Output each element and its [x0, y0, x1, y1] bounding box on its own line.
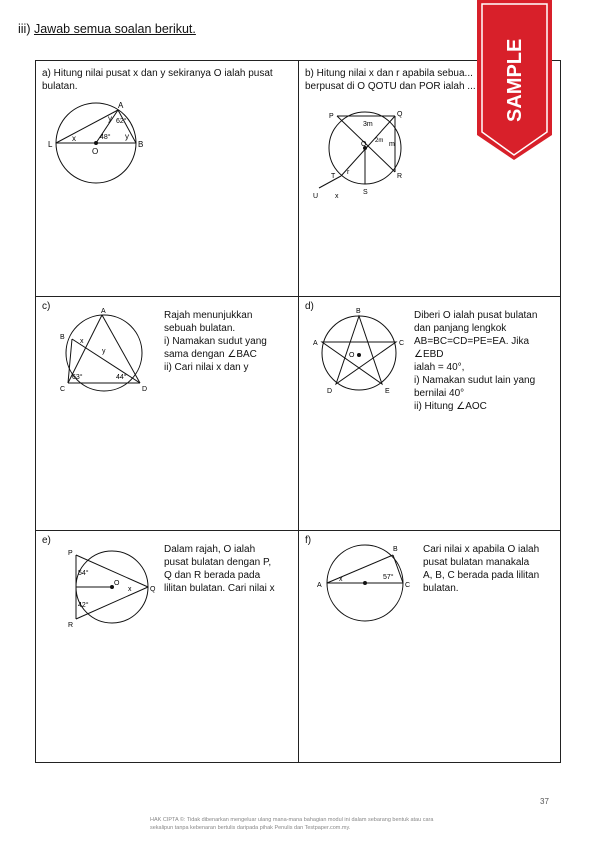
- question-f-line: bulatan.: [423, 583, 459, 594]
- question-c-line: sebuah bulatan.: [164, 323, 236, 334]
- question-c: [36, 297, 298, 530]
- label-D: D: [327, 388, 333, 395]
- label-C: C: [405, 582, 411, 589]
- label-Q: Q: [150, 586, 156, 593]
- label-y-top: y: [108, 114, 112, 123]
- question-d-line: bernilai 40°: [414, 388, 465, 399]
- page-number: 37: [540, 797, 549, 806]
- question-f-diagram: [313, 541, 423, 631]
- label-O: O: [92, 147, 99, 156]
- label-x: x: [72, 134, 76, 143]
- question-c-text: [164, 309, 267, 374]
- question-c-line: Rajah menunjukkan: [164, 310, 253, 321]
- label-angle-48: 48°: [100, 134, 111, 141]
- question-f-line: Cari nilai x apabila O ialah: [423, 544, 540, 555]
- label-Q: Q: [397, 111, 403, 118]
- question-f-text: [423, 543, 539, 595]
- question-a-diagram: [36, 99, 298, 219]
- question-f-label: f): [305, 535, 312, 546]
- question-d: [299, 297, 561, 530]
- label-y: y: [102, 348, 106, 355]
- label-57: 57°: [383, 574, 394, 581]
- question-b-text: b) Hitung nilai x dan r apabila sebua... berpusat di O QOTU dan POR ialah ...: [305, 68, 476, 92]
- label-S: S: [363, 189, 368, 196]
- question-f-line: A, B, C berada pada lilitan: [423, 570, 540, 581]
- question-c-diagram: [54, 305, 174, 405]
- label-44: 44°: [116, 374, 127, 381]
- label-54: 54°: [78, 570, 89, 577]
- label-42: 42°: [78, 602, 89, 609]
- label-m: m: [389, 141, 395, 148]
- label-O: O: [361, 141, 367, 148]
- stamp-text: SAMPLE: [504, 38, 526, 122]
- label-r: r: [347, 169, 350, 176]
- section-instruction: Jawab semua soalan berikut.: [33, 22, 196, 36]
- label-x: x: [335, 193, 339, 200]
- label-angle-62: 62°: [116, 118, 127, 125]
- question-grid: [35, 60, 561, 763]
- question-f-line: pusat bulatan manakala: [423, 557, 530, 568]
- question-e-line: Dalam rajah, O ialah: [164, 544, 256, 555]
- question-f: [299, 531, 561, 763]
- label-x: x: [128, 586, 132, 593]
- question-d-line: i) Namakan sudut lain yang: [414, 375, 536, 386]
- question-e-line: lilitan bulatan. Cari nilai x: [164, 583, 275, 594]
- question-d-text: [414, 309, 561, 413]
- label-2m: 2m: [375, 138, 384, 144]
- question-c-line: ii) Cari nilai x dan y: [164, 362, 249, 373]
- question-d-label: d): [305, 301, 314, 312]
- question-e-line: pusat bulatan dengan P,: [164, 557, 272, 568]
- question-d-line: ii) Hitung ∠AOC: [414, 401, 487, 412]
- question-e-diagram: [62, 545, 172, 635]
- question-a-text: a) Hitung nilai pusat x dan y sekiranya O ialah pusat bulatan.: [42, 68, 273, 92]
- question-d-line: Diberi O ialah pusat bulatan: [414, 310, 538, 321]
- label-B: B: [138, 140, 144, 149]
- question-d-line: dan panjang lengkok: [414, 323, 507, 334]
- label-A: A: [101, 308, 106, 315]
- question-e-label: e): [42, 535, 51, 546]
- label-R: R: [397, 173, 403, 180]
- question-c-line: i) Namakan sudut yang: [164, 336, 267, 347]
- label-O: O: [114, 580, 120, 587]
- label-B: B: [60, 334, 65, 341]
- label-E: E: [385, 388, 390, 395]
- section-heading: [18, 22, 196, 36]
- label-63: 63°: [72, 374, 83, 381]
- copyright-footer: HAK CIPTA ©: Tidak dibenarkan mengeluar ulang mana-mana bahagian modul ini dalam sebarang bentuk atau cara sekalipun tanpa kebenaran bertulis daripada pihak Penulis dan Testpaper.com.my.: [150, 817, 434, 831]
- label-C: C: [399, 340, 405, 347]
- question-d-line: ialah = 40°,: [414, 362, 465, 373]
- question-c-label: c): [42, 301, 51, 312]
- label-A: A: [317, 582, 322, 589]
- label-T: T: [331, 173, 336, 180]
- question-c-line: sama dengan ∠BAC: [164, 349, 257, 360]
- label-A: A: [118, 101, 124, 110]
- label-y-right: y: [125, 132, 129, 141]
- label-U: U: [313, 193, 319, 200]
- question-e-line: Q dan R berada pada: [164, 570, 261, 581]
- question-d-diagram: [309, 305, 419, 405]
- sample-stamp: [477, 0, 552, 160]
- label-R: R: [68, 622, 74, 629]
- label-L: L: [48, 140, 53, 149]
- question-d-line: AB=BC=CD=PE=EA. Jika ∠EBD: [414, 336, 530, 360]
- question-e-text: [164, 543, 275, 595]
- label-3m: 3m: [363, 121, 373, 128]
- section-number: iii): [18, 22, 31, 36]
- label-P: P: [329, 113, 334, 120]
- question-a: [36, 61, 298, 296]
- label-x: x: [339, 576, 343, 583]
- label-B: B: [393, 546, 398, 553]
- label-P: P: [68, 550, 73, 557]
- label-x: x: [80, 338, 84, 345]
- question-b-diagram: [299, 106, 499, 246]
- label-A: A: [313, 340, 318, 347]
- label-C: C: [60, 386, 66, 393]
- label-O: O: [349, 352, 355, 359]
- label-B: B: [356, 308, 361, 315]
- label-D: D: [142, 386, 148, 393]
- question-e: [36, 531, 298, 763]
